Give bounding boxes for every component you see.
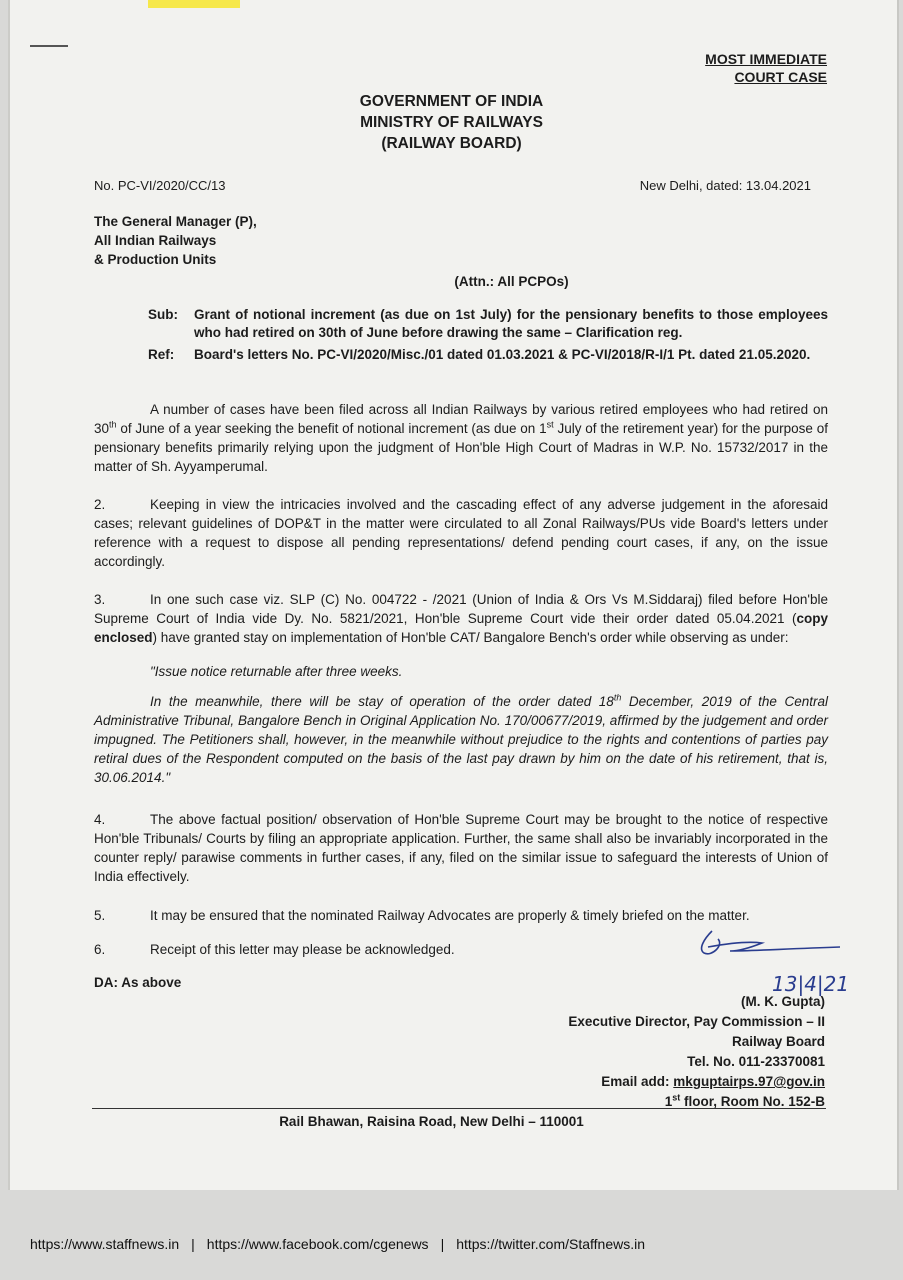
- addressee-line-1: The General Manager (P),: [94, 214, 257, 229]
- ministry-title: MINISTRY OF RAILWAYS: [360, 114, 543, 131]
- quote-paragraph: [94, 692, 828, 787]
- floor-text: floor, Room No. 152-B: [680, 1094, 825, 1109]
- p1-text-c: July of the retirement year) for the purpose of pensionary benefits primarily relying upon the judgment of Hon'ble High Court of Madras in W.P. No. 15732/2017 in the matter of Sh. Ayyamperumal.: [94, 421, 828, 474]
- paragraph-5: [94, 906, 828, 925]
- reference-text: Board's letters No. PC-VI/2020/Misc./01 dated 01.03.2021 & PC-VI/2018/R-I/1 Pt. dated 21.05.2020.: [194, 347, 811, 362]
- p2-number: 2.: [94, 497, 106, 512]
- quote-line-1: "Issue notice returnable after three weeks.: [150, 664, 403, 679]
- signatory-phone: Tel. No. 011-23370081: [687, 1054, 825, 1069]
- letter-number: No. PC-VI/2020/CC/13: [94, 178, 226, 193]
- p4-text: The above factual position/ observation of Hon'ble Supreme Court may be brought to the notice of respective Hon'ble Tribunals/ Courts by filing an appropriate application. Further, the same shall also be invariably incorporated in the counter reply/ parawise comments in further cases, if any, filed on the similar issue to safeguard the interests of Union of India effectively.: [94, 812, 828, 884]
- quote-text-b: December, 2019 of the Central Administrative Tribunal, Bangalore Bench in Original Application No. 170/00677/2019, affirmed by the judgement and order impugned. The Petitioners shall, however, in the meanwhile without prejudice to the rights and contentions of parties pay retiral dues of the Respondent computed on the basis of the last pay drawn by him on the date of his retirement, that is, 30.06.2014.": [94, 694, 828, 785]
- paragraph-3: [94, 590, 828, 647]
- footer-divider: [92, 1108, 826, 1109]
- quote-sup: th: [613, 692, 622, 703]
- quote-text-a: In the meanwhile, there will be stay of operation of the order dated 18: [150, 694, 614, 709]
- board-title: (RAILWAY BOARD): [381, 135, 522, 152]
- link-facebook[interactable]: https://www.facebook.com/cgenews: [206, 1236, 429, 1252]
- reference-label: Ref:: [148, 347, 175, 362]
- addressee-line-3: & Production Units: [94, 252, 217, 267]
- priority-line-1: MOST IMMEDIATE: [705, 51, 827, 67]
- p1-sup-1: th: [109, 419, 117, 430]
- p5-number: 5.: [94, 908, 106, 923]
- gov-title: GOVERNMENT OF INDIA: [359, 93, 544, 110]
- email-link[interactable]: mkguptairps.97@gov.in: [673, 1074, 825, 1089]
- handwritten-date: 13|4|21: [772, 972, 850, 996]
- attention-line: (Attn.: All PCPOs): [454, 274, 569, 289]
- paragraph-4: [94, 810, 828, 886]
- addressee-line-2: All Indian Railways: [94, 233, 217, 248]
- enclosure-note: DA: As above: [94, 975, 182, 990]
- link-staffnews[interactable]: https://www.staffnews.in: [30, 1236, 180, 1252]
- p3-copy-enclosed: copy enclosed: [94, 611, 828, 645]
- pen-mark: [30, 45, 68, 47]
- priority-label: [705, 50, 827, 86]
- floor-number: 1: [664, 1094, 673, 1109]
- p3-text-b: ) have granted stay on implementation of Hon'ble CAT/ Bangalore Bench's order while observing as under:: [152, 630, 789, 645]
- email-label: Email add:: [601, 1074, 674, 1089]
- paragraph-1: [94, 400, 828, 476]
- paragraph-2: [94, 495, 828, 571]
- signatory-email-line: [568, 1072, 825, 1092]
- addressee-block: [94, 212, 257, 269]
- p3-text-a: In one such case viz. SLP (C) No. 004722 - /2021 (Union of India & Ors Vs M.Siddaraj) filed before Hon'ble Supreme Court of India vide Dy. No. 5821/2021, Hon'ble Supreme Court vide their order dated 05.04.2021 (: [94, 592, 828, 626]
- signatory-designation: Executive Director, Pay Commission – II: [568, 1014, 825, 1029]
- letterhead: [0, 91, 903, 154]
- p1-text-b: of June of a year seeking the benefit of notional increment (as due on 1: [116, 421, 547, 436]
- signatory-office: Railway Board: [731, 1034, 825, 1049]
- p4-number: 4.: [94, 812, 106, 827]
- signatory-name: (M. K. Gupta): [741, 994, 825, 1009]
- subject-label: Sub:: [148, 307, 178, 322]
- priority-line-2: COURT CASE: [734, 69, 827, 85]
- footer-address: Rail Bhawan, Raisina Road, New Delhi – 110001: [279, 1114, 584, 1129]
- signature-block: [568, 992, 825, 1112]
- p6-number: 6.: [94, 942, 106, 957]
- p1-sup-2: st: [546, 419, 554, 430]
- yellow-sticky-tab: [148, 0, 240, 8]
- separator-2: |: [440, 1236, 445, 1252]
- p6-text: Receipt of this letter may please be acknowledged.: [150, 942, 455, 957]
- p1-text-a: A number of cases have been filed across all Indian Railways by various retired employees who had retired on 30: [94, 402, 828, 436]
- subject-reference-block: [148, 306, 828, 364]
- place-date: New Delhi, dated: 13.04.2021: [639, 178, 811, 193]
- signatory-room: [568, 1092, 825, 1112]
- subject-text: Grant of notional increment (as due on 1st July) for the pensionary benefits to those employees who had retired on 30th of June before drawing the same – Clarification reg.: [194, 307, 828, 340]
- p2-text: Keeping in view the intricacies involved and the cascading effect of any adverse judgement in the aforesaid cases; relevant guidelines of DOP&T in the matter were circulated to all Zonal Railways/PUs vide Board's letters under reference with a request to dispose all pending representations/ defend pending court cases, if any, on the issue accordingly.: [94, 497, 828, 569]
- separator-1: |: [191, 1236, 195, 1252]
- link-twitter[interactable]: https://twitter.com/Staffnews.in: [456, 1236, 646, 1252]
- p3-number: 3.: [94, 592, 106, 607]
- floor-sup: st: [672, 1092, 681, 1103]
- handwritten-signature: [690, 925, 860, 1000]
- p5-text: It may be ensured that the nominated Railway Advocates are properly & timely briefed on the matter.: [150, 908, 750, 923]
- web-links-bar: [30, 1236, 645, 1252]
